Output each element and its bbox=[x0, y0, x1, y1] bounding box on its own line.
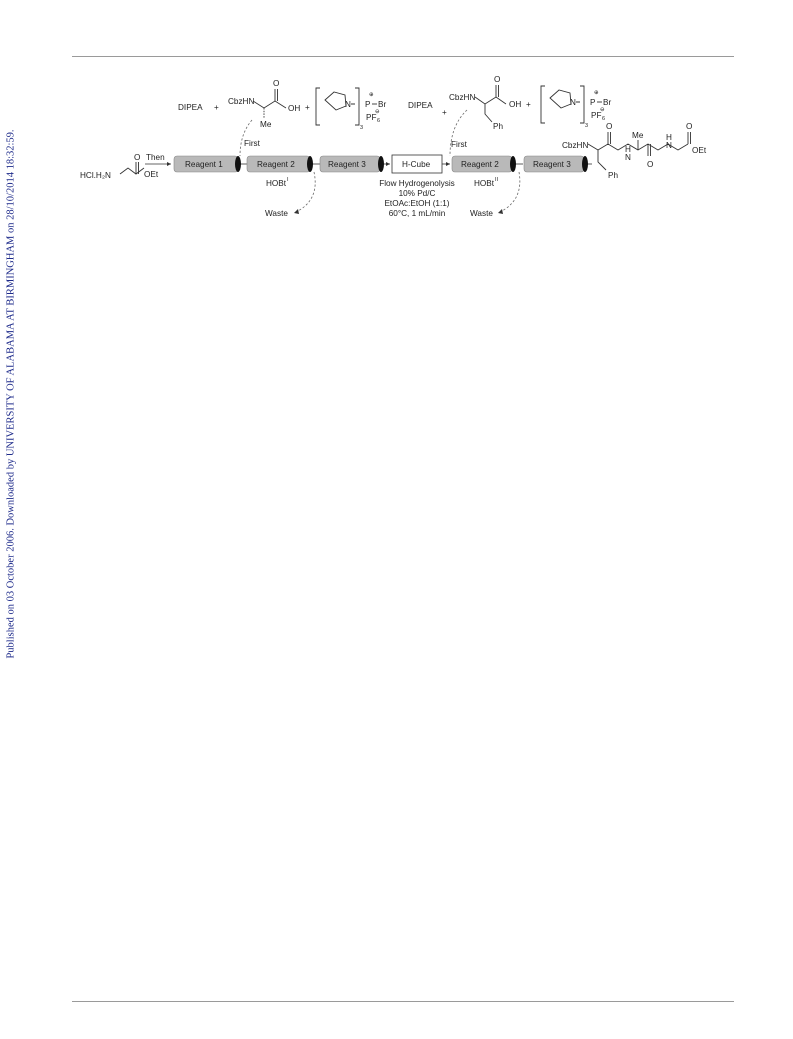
hobt-label-2: HOBt bbox=[474, 179, 495, 188]
pf6-sub-2: 6 bbox=[602, 116, 606, 122]
phe-ph: Ph bbox=[493, 122, 504, 131]
p-atom-1: P bbox=[365, 100, 371, 109]
bracket-right-2 bbox=[576, 86, 584, 123]
condition-line-1: Flow Hydrogenolysis bbox=[379, 179, 455, 188]
plus-sign: + bbox=[214, 103, 219, 112]
pyrrolidine-ring-2 bbox=[550, 90, 571, 108]
then-arrowhead bbox=[167, 162, 171, 166]
product-cbzhn: CbzHN bbox=[562, 141, 589, 150]
product-h-1: H bbox=[625, 145, 631, 154]
waste-path-right bbox=[500, 172, 520, 212]
product-n-1: N bbox=[625, 153, 631, 162]
product-co-3 bbox=[688, 132, 691, 144]
product-ph: Ph bbox=[608, 171, 619, 180]
ala-carbonyl bbox=[275, 89, 278, 101]
pf6-charge-2: ⊖ bbox=[600, 107, 605, 113]
condition-line-3: EtOAc:EtOH (1:1) bbox=[384, 199, 450, 208]
product-n-2: N bbox=[666, 141, 672, 150]
reagent-2-cap-left bbox=[307, 156, 313, 172]
reagent-1-cap bbox=[235, 156, 241, 172]
hobt-sup-2: II bbox=[495, 177, 499, 183]
product-benzyl bbox=[598, 150, 606, 170]
cbzhn-label-2: CbzHN bbox=[449, 93, 476, 102]
first-feed-right bbox=[450, 110, 467, 156]
reagent-2-label-left: Reagent 2 bbox=[257, 160, 295, 169]
hobt-label-1: HOBt bbox=[266, 179, 287, 188]
first-label-right: First bbox=[451, 140, 467, 149]
plus-sign-3: + bbox=[442, 108, 447, 117]
p-charge-2: ⊕ bbox=[594, 90, 599, 96]
cbzhn-label-1: CbzHN bbox=[228, 97, 255, 106]
product-me: Me bbox=[632, 131, 644, 140]
p-charge-1: ⊕ bbox=[369, 92, 374, 98]
connector-3-head bbox=[386, 162, 390, 166]
publication-sidebar bbox=[0, 0, 22, 1039]
gly-oet: OEt bbox=[144, 170, 159, 179]
first-feed-left bbox=[240, 120, 252, 156]
phe-oh: OH bbox=[509, 100, 522, 109]
br-atom-1: Br bbox=[378, 100, 387, 109]
bracket-left-2 bbox=[541, 86, 545, 123]
pf6-2: PF bbox=[591, 111, 602, 120]
br-atom-2: Br bbox=[603, 98, 612, 107]
reagent-3-cap-left bbox=[378, 156, 384, 172]
reagent-2-cap-right bbox=[510, 156, 516, 172]
footer-rule bbox=[72, 1001, 734, 1002]
ala-me: Me bbox=[260, 120, 272, 129]
reagent-3-label-left: Reagent 3 bbox=[328, 160, 366, 169]
then-label: Then bbox=[146, 153, 165, 162]
gly-carbonyl bbox=[136, 162, 139, 174]
ala-oxygen: O bbox=[273, 79, 280, 88]
plus-sign-4: + bbox=[526, 100, 531, 109]
pyrrolidine-ring-1 bbox=[325, 92, 346, 110]
connector-4-head bbox=[446, 162, 450, 166]
gly-backbone bbox=[120, 168, 144, 174]
publication-notice: Published on 03 October 2006. Downloaded by UNIVERSITY OF ALABAMA AT BIRMINGHAM on 28/10/2014 18:32:59. bbox=[5, 129, 17, 659]
pf6-1: PF bbox=[366, 113, 377, 122]
reagent-3-label-right: Reagent 3 bbox=[533, 160, 571, 169]
phe-backbone bbox=[475, 97, 506, 104]
phe-benzyl bbox=[485, 104, 492, 122]
dipea-label-2: DIPEA bbox=[408, 101, 433, 110]
header-rule bbox=[72, 56, 734, 57]
phe-oxygen: O bbox=[494, 75, 501, 84]
reagent-1-label: Reagent 1 bbox=[185, 160, 223, 169]
n-atom-1: N bbox=[345, 100, 351, 109]
bracket-subscript-2: 3 bbox=[585, 123, 589, 129]
p-atom-2: P bbox=[590, 98, 596, 107]
waste-label-right: Waste bbox=[470, 209, 493, 218]
reagent-2-label-right: Reagent 2 bbox=[461, 160, 499, 169]
glycine-ester-salt: HCl.H₂N bbox=[80, 171, 111, 180]
first-label-left: First bbox=[244, 139, 260, 148]
product-o-3: O bbox=[686, 122, 693, 131]
product-co-2 bbox=[648, 144, 651, 156]
phe-carbonyl bbox=[496, 85, 499, 97]
waste-arrowhead-right bbox=[498, 209, 503, 214]
bracket-subscript-1: 3 bbox=[360, 125, 364, 131]
product-o-2: O bbox=[647, 160, 654, 169]
hobt-sup-1: I bbox=[287, 177, 289, 183]
product-o-1: O bbox=[606, 122, 613, 131]
ala-backbone bbox=[253, 101, 286, 108]
waste-label-left: Waste bbox=[265, 209, 288, 218]
gly-oxygen: O bbox=[134, 153, 141, 162]
scheme-svg bbox=[72, 70, 734, 260]
product-oet: OEt bbox=[692, 146, 707, 155]
pf6-sub-1: 6 bbox=[377, 118, 381, 124]
ala-oh: OH bbox=[288, 104, 301, 113]
plus-sign-2: + bbox=[305, 103, 310, 112]
condition-line-2: 10% Pd/C bbox=[398, 189, 436, 198]
waste-path-left bbox=[296, 172, 315, 212]
bracket-left bbox=[316, 88, 320, 125]
pf6-charge-1: ⊖ bbox=[375, 109, 380, 115]
flow-synthesis-scheme bbox=[72, 70, 734, 260]
product-co-1 bbox=[608, 132, 611, 144]
h-cube-label: H-Cube bbox=[402, 160, 431, 169]
product-h-2: H bbox=[666, 133, 672, 142]
dipea-label-1: DIPEA bbox=[178, 103, 203, 112]
n-atom-2: N bbox=[570, 98, 576, 107]
condition-line-4: 60°C, 1 mL/min bbox=[388, 209, 446, 218]
bracket-right bbox=[351, 88, 359, 125]
waste-arrowhead-left bbox=[294, 209, 299, 214]
reagent-3-cap-right bbox=[582, 156, 588, 172]
